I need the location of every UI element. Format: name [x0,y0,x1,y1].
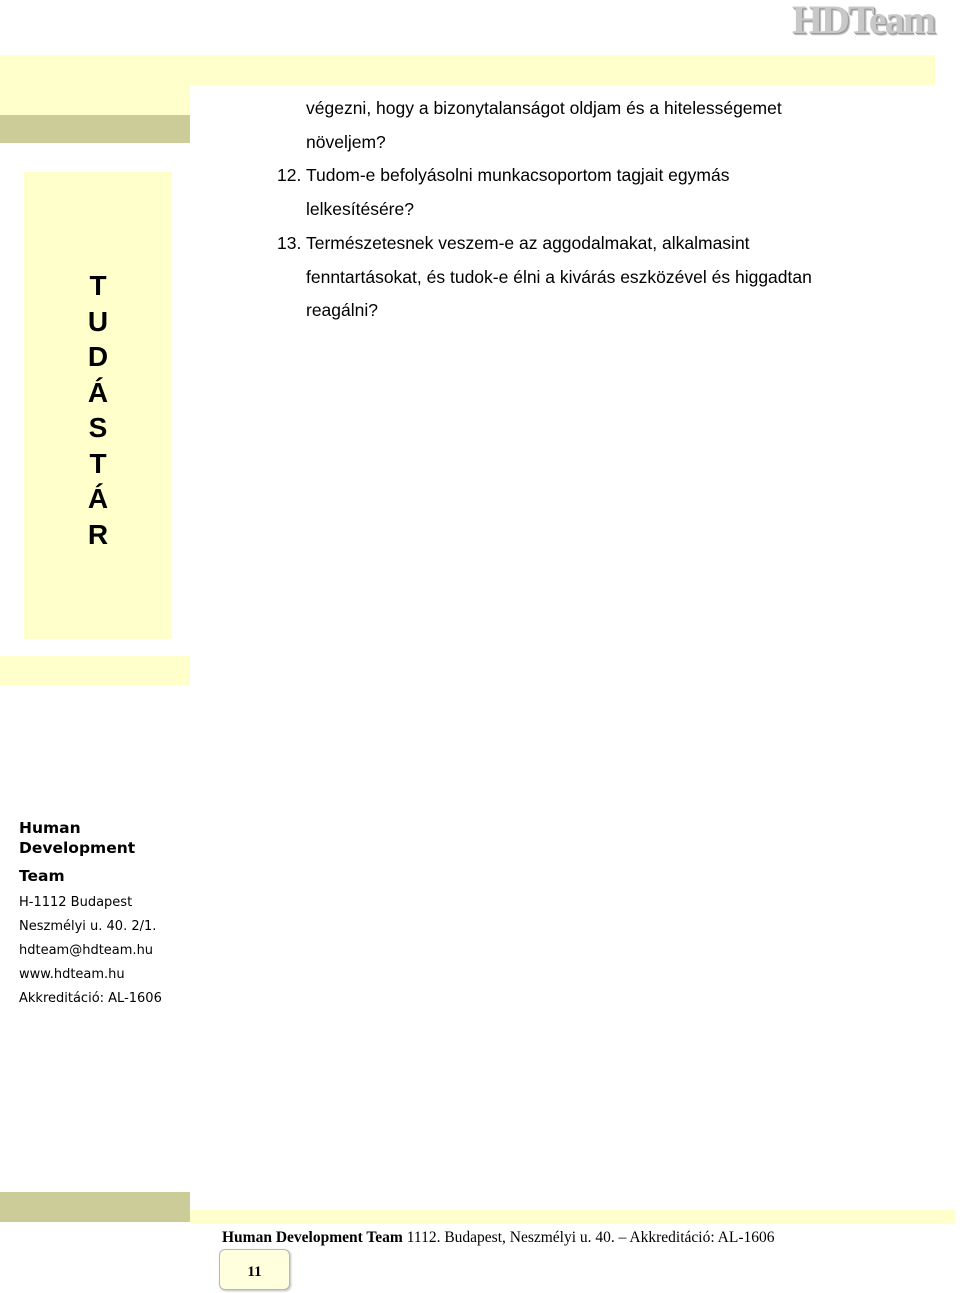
org-name-line: Human [19,819,81,837]
side-title-letter: U [87,305,109,337]
website-address: www.hdteam.hu [19,967,125,982]
question-item-12 [277,159,896,226]
decor-band-top-right [190,55,935,85]
side-title-tudastar [24,268,172,552]
email-address: hdteam@hdteam.hu [19,943,154,958]
hdteam-logo: HDTeam [791,0,934,42]
question-list [277,92,896,328]
question-text-line: Természetesnek veszem-e az aggodalmakat, alkalmasint [306,232,750,253]
decor-band-grey-bottom [0,1192,190,1222]
decor-band-top-left [0,55,190,115]
decor-band-grey-top [0,115,190,143]
side-title-letter: Á [87,376,109,408]
question-number: 12. [277,165,302,186]
footer-text [222,1229,775,1247]
continuation-line: növeljem? [306,131,386,152]
decor-band-bottom-left [0,656,190,685]
side-title-letter: R [87,518,109,550]
org-name-line: Team [19,867,65,885]
page-number: 11 [219,1249,290,1290]
question-text-line: lelkesítésére? [306,199,414,220]
side-title-letter: Á [87,483,109,514]
continuation-line: végezni, hogy a bizonytalanságot oldjam és a hitelességemet [306,98,782,118]
accreditation-text: Akkreditáció: AL-1606 [19,991,162,1006]
footer-org-name: Human Development Team [222,1229,403,1246]
side-title-letter: T [89,447,107,479]
org-name-line: Development [19,839,136,857]
question-item-13 [277,227,896,328]
footer-address: 1112. Budapest, Neszmélyi u. 40. – Akkreditáció: AL-1606 [402,1229,775,1246]
side-title-letter: S [88,412,108,443]
contact-block [19,818,189,1011]
side-title-letter: T [89,270,107,301]
question-text-line: reagálni? [306,300,378,321]
question-number: 13. [277,232,302,253]
decor-band-footer [190,1210,955,1224]
side-title-letter: D [87,341,109,372]
question-text-line: fenntartásokat, és tudok-e élni a kivárás eszközével és higgadtan [306,266,812,287]
question-text-line: Tudom-e befolyásolni munkacsoportom tagjait egymás [306,165,730,186]
address-line: H-1112 Budapest [19,895,133,910]
address-line: Neszmélyi u. 40. 2/1. [19,919,157,934]
